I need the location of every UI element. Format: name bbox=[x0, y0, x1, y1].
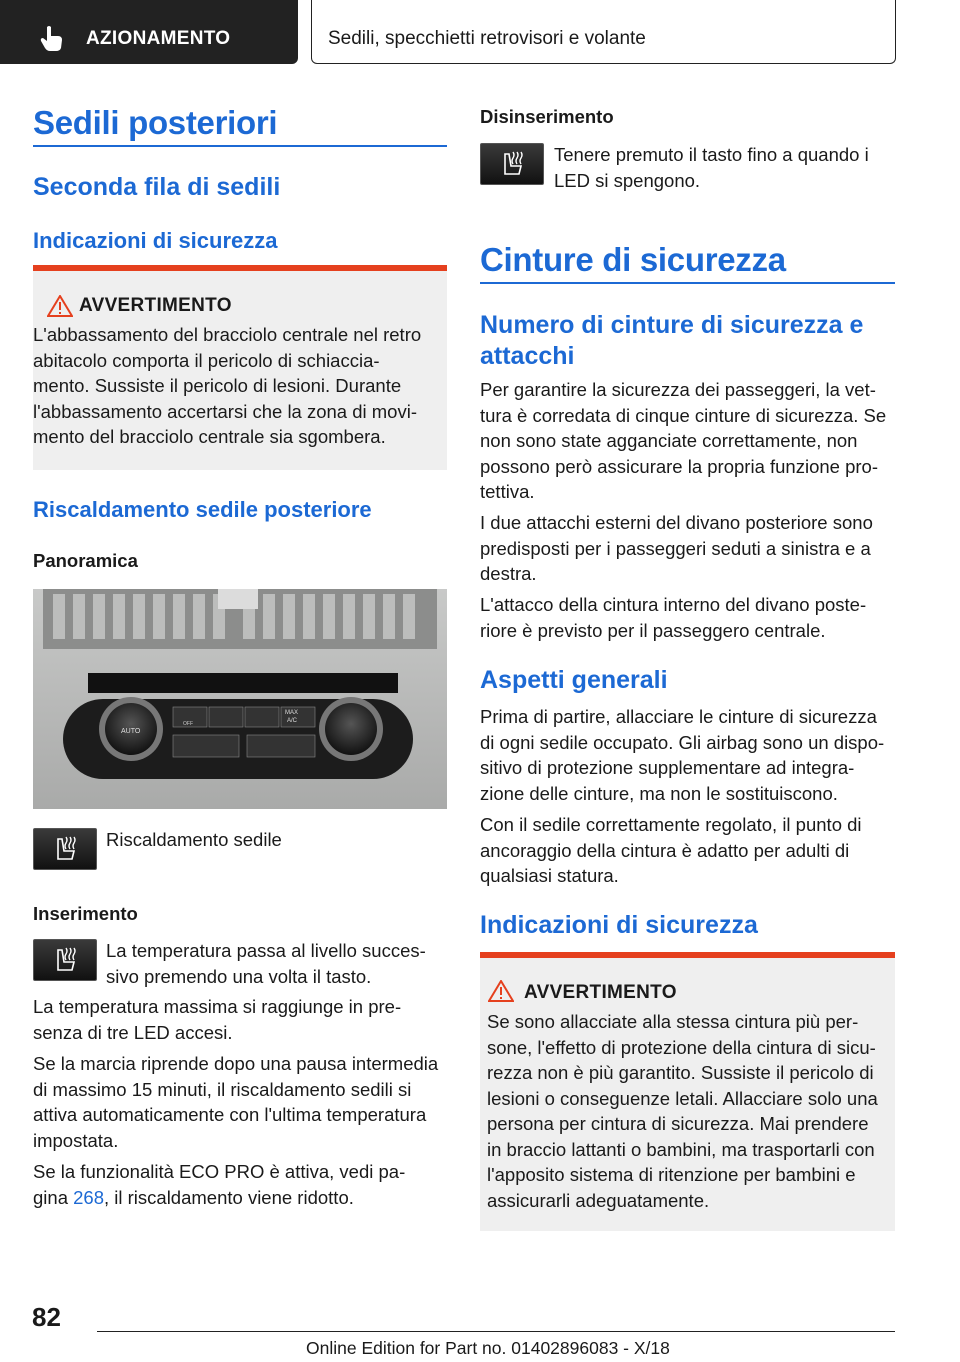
seat-heating-icon bbox=[54, 946, 78, 974]
svg-text:MAX: MAX bbox=[285, 710, 299, 716]
svg-text:AUTO: AUTO bbox=[121, 728, 141, 735]
footer-rule bbox=[97, 1331, 895, 1332]
paragraph-belts-1: Per garantire la sicurezza dei passeggeri, la vet‐ tura è corredata di cinque cinture di sicurezza. Se non sono state agganciate correttamente, non possono però assicurare la propria funzione pro‐ tettiva. bbox=[480, 379, 887, 502]
svg-text:A/C: A/C bbox=[287, 718, 298, 724]
header-section-tab bbox=[0, 0, 298, 64]
warning-title: AVVERTIMENTO bbox=[524, 982, 677, 1003]
page-heading-seat-belts: Cinture di sicurezza bbox=[480, 241, 786, 278]
paragraph-resume: Se la marcia riprende dopo una pausa intermedia di massimo 15 minuti, il riscaldamento sedili si attiva automaticamente con l'ultima temperatura impostata. bbox=[33, 1053, 439, 1151]
deactivation-text: Tenere premuto il tasto fino a quando i LED si spengono. bbox=[554, 144, 869, 191]
seat-heating-icon bbox=[54, 835, 78, 863]
paragraph-eco-pro: Se la funzionalità ECO PRO è attiva, vedi pa‐ gina 268, il riscaldamento viene ridotto. bbox=[33, 1161, 406, 1208]
heading-belt-count: Numero di cinture di sicurezza e attacchi bbox=[480, 311, 864, 370]
seat-heating-button-image-3 bbox=[480, 143, 544, 185]
warning-bar bbox=[33, 265, 447, 271]
heading-rear-seat-heating: Riscaldamento sedile posteriore bbox=[33, 497, 372, 522]
heading-second-row: Seconda fila di sedili bbox=[33, 173, 281, 201]
paragraph-max-temp: La temperatura massima si raggiunge in pre‐ senza di tre LED accesi. bbox=[33, 996, 402, 1043]
warning-box-belts bbox=[480, 952, 895, 1231]
paragraph-general-1: Prima di partire, allacciare le cinture di sicurezza di ogni sedile occupato. Gli airbag sono un dispo‐ sitivo di protezione supplementare ad integra‐ zione delle cinture, ma non le sostituiscono. bbox=[480, 706, 885, 804]
svg-text:OFF: OFF bbox=[183, 721, 193, 727]
warning-text: Se sono allacciate alla stessa cintura più per‐ sone, l'effetto di protezione della cintura di sicu‐ rezza non è più garantito. Sussiste il pericolo di lesioni o conseguenze letali. Allacciare solo una persona per cintura di sicurezza. Mai prendere in braccio lattanti o bambini, ma trasportarli con l'apposito sistema di ritenzione per bambini e assicurarli adeguatamente. bbox=[487, 1011, 878, 1211]
seat-heating-label: Riscaldamento sedile bbox=[106, 829, 282, 850]
seat-heating-button-image-2 bbox=[33, 939, 97, 981]
seat-heating-button-image bbox=[33, 828, 97, 870]
paragraph-general-2: Con il sedile correttamente regolato, il punto di ancoraggio della cintura è adatto per adulti di qualsiasi statura. bbox=[480, 814, 862, 886]
activation-text: La temperatura passa al livello succes‐ sivo premendo una volta il tasto. bbox=[106, 940, 426, 987]
warning-box-armrest bbox=[33, 265, 447, 470]
paragraph-belts-3: L'attacco della cintura interno del divano poste‐ riore è previsto per il passeggero centrale. bbox=[480, 594, 867, 641]
chapter-title: Sedili, specchietti retrovisori e volante bbox=[328, 28, 646, 49]
page-link-268[interactable]: 268 bbox=[73, 1186, 104, 1208]
section-title: AZIONAMENTO bbox=[86, 28, 231, 49]
overview-label: Panoramica bbox=[33, 550, 138, 571]
header-chapter-tab bbox=[311, 0, 896, 64]
deactivation-label: Disinserimento bbox=[480, 106, 614, 127]
heading-safety-left: Indicazioni di sicurezza bbox=[33, 228, 278, 253]
heading-rule bbox=[33, 145, 447, 147]
warning-triangle-icon bbox=[47, 295, 73, 317]
heading-rule-right bbox=[480, 282, 895, 284]
heading-general-aspects: Aspetti generali bbox=[480, 666, 668, 694]
paragraph-belts-2: I due attacchi esterni del divano posteriore sono predisposti per i passeggeri seduti a sinistra e a destra. bbox=[480, 512, 873, 584]
climate-control-photo bbox=[33, 589, 447, 809]
seat-heating-icon bbox=[501, 150, 525, 178]
hand-pointer-icon bbox=[38, 24, 66, 52]
warning-text: L'abbassamento del bracciolo centrale nel retro abitacolo comporta il pericolo di schiaccia‐ mento. Sussiste il pericolo di lesioni. Durante l'abbassamento accertarsi che la zona di movi‐ mento del bracciolo centrale sia sgombera. bbox=[33, 324, 422, 447]
heading-safety-right: Indicazioni di sicurezza bbox=[480, 911, 758, 939]
warning-bar bbox=[480, 952, 895, 958]
footer-edition: Online Edition for Part no. 01402896083 - X/18 bbox=[306, 1338, 670, 1358]
activation-label: Inserimento bbox=[33, 903, 138, 924]
warning-triangle-icon bbox=[488, 980, 514, 1002]
page-heading-rear-seats: Sedili posteriori bbox=[33, 104, 278, 141]
warning-title: AVVERTIMENTO bbox=[79, 295, 232, 316]
page-number: 82 bbox=[32, 1302, 61, 1332]
